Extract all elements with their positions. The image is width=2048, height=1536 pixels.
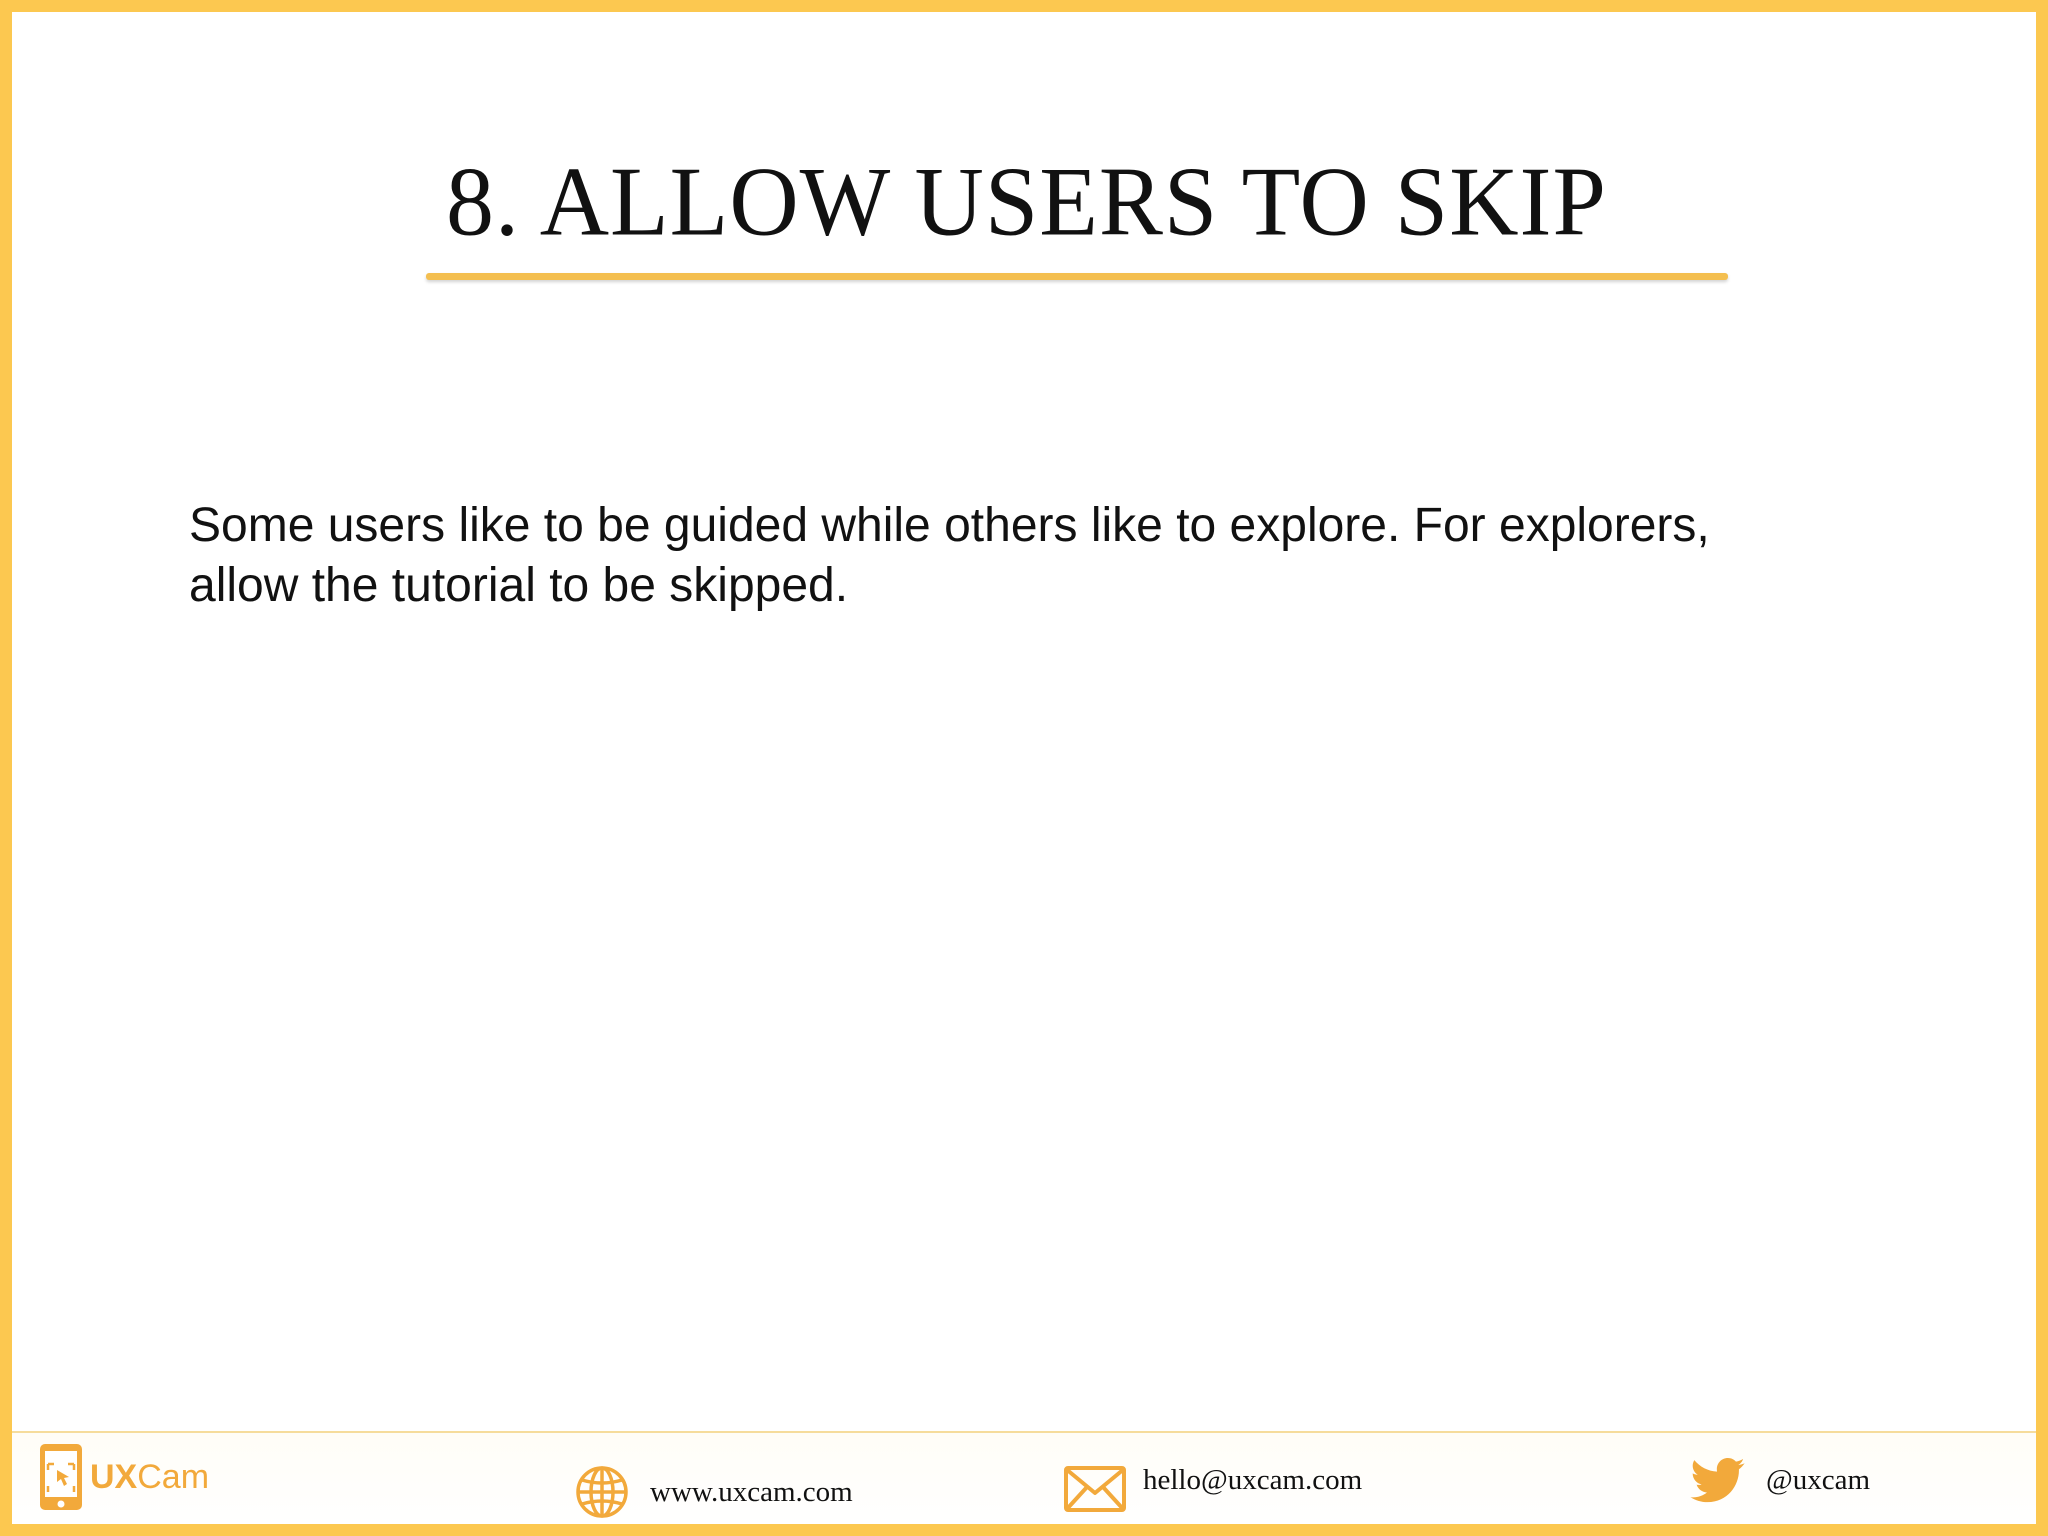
slide-title: 8. ALLOW USERS TO SKIP [446,146,1607,257]
website-link[interactable]: www.uxcam.com [650,1476,853,1508]
globe-icon [575,1465,629,1519]
twitter-bird-icon [1690,1458,1746,1504]
title-underline [426,273,1728,280]
email-link[interactable]: hello@uxcam.com [1143,1464,1363,1496]
body-text [189,496,1889,616]
envelope-icon [1063,1465,1127,1513]
phone-logo-icon [38,1442,86,1514]
logo-ux: UX [90,1458,138,1496]
twitter-handle[interactable]: @uxcam [1766,1464,1871,1496]
logo-cam: Cam [137,1458,210,1496]
logo-wordmark [90,1458,209,1497]
body-line: Some users like to be guided while others like to explore. For explorers, [189,499,1710,552]
body-line: allow the tutorial to be skipped. [189,559,849,612]
